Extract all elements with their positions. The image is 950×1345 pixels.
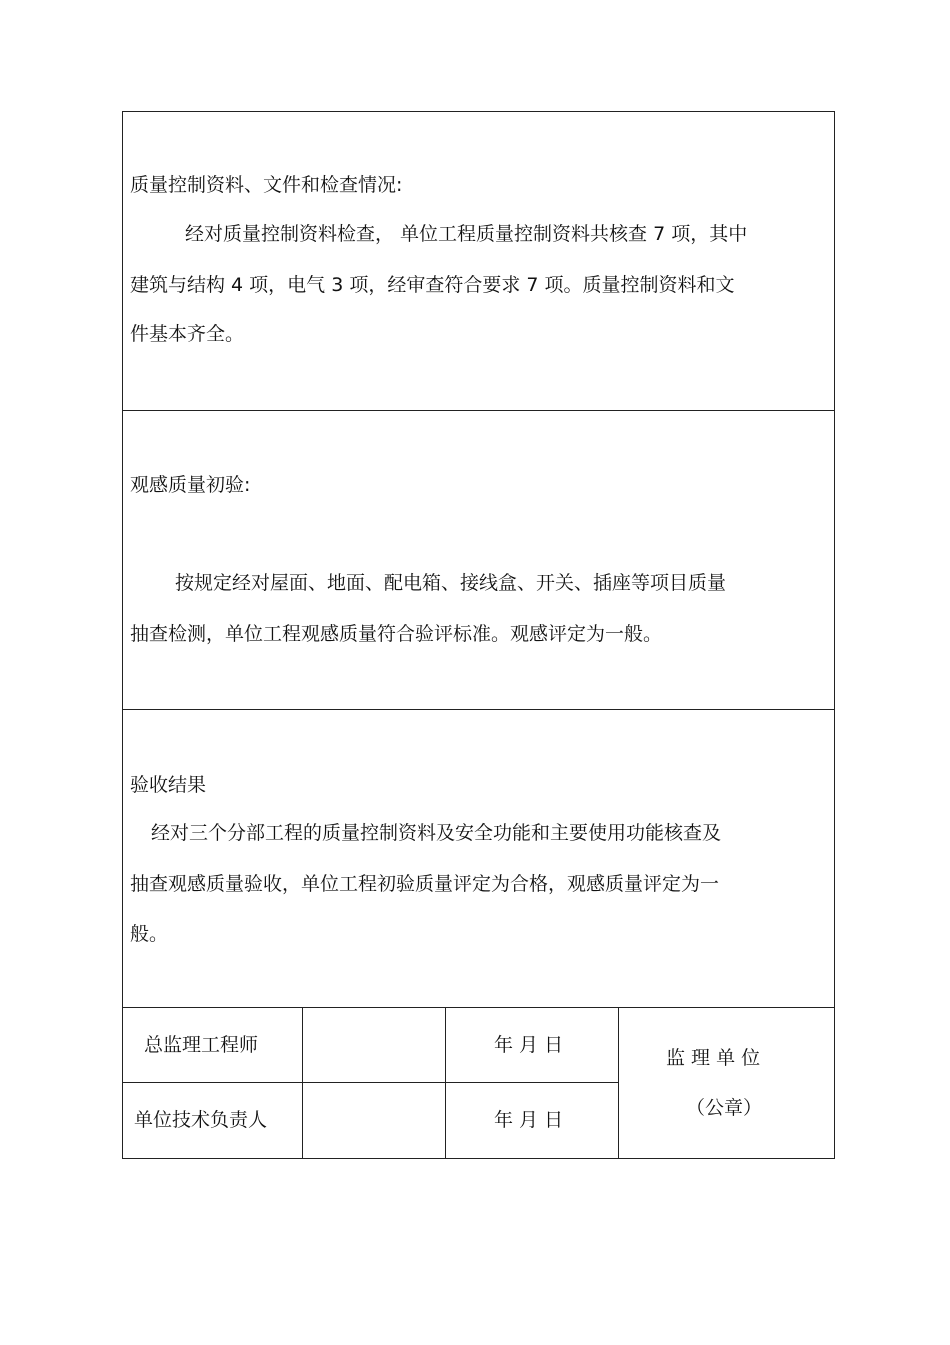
table-divider <box>302 1008 303 1158</box>
acceptance-result-heading: 验收结果 <box>130 774 207 796</box>
acceptance-form <box>122 111 835 1159</box>
quality-control-text-line-2: 建筑与结构 4 项，电气 3 项，经审查符合要求 7 项。质量控制资料和文 <box>130 274 735 296</box>
quality-control-section <box>123 112 834 411</box>
supervision-unit-label: 监 理 单 位 <box>666 1047 761 1069</box>
acceptance-result-section <box>123 710 834 1008</box>
appearance-quality-text-line-2: 抽查检测，单位工程观感质量符合验评标准。观感评定为一般。 <box>130 623 663 645</box>
acceptance-result-text-line-2: 抽查观感质量验收，单位工程初验质量评定为合格，观感质量评定为一 <box>130 873 720 895</box>
appearance-quality-text-line-1: 按规定经对屋面、地面、配电箱、接线盒、开关、插座等项目质量 <box>175 572 727 594</box>
acceptance-result-text-line-3: 般。 <box>130 923 169 945</box>
quality-control-text-line-1: 经对质量控制资料检查， 单位工程质量控制资料共核查 7 项，其中 <box>185 223 748 245</box>
table-divider <box>618 1008 619 1158</box>
technical-leader-label: 单位技术负责人 <box>134 1109 268 1131</box>
appearance-quality-section <box>123 411 834 710</box>
table-divider <box>445 1008 446 1158</box>
chief-supervisor-label: 总监理工程师 <box>144 1034 259 1056</box>
quality-control-heading: 质量控制资料、文件和检查情况: <box>130 174 403 196</box>
appearance-quality-heading: 观感质量初验: <box>130 474 251 496</box>
chief-supervisor-date: 年 月 日 <box>494 1034 564 1056</box>
official-seal-label: （公章） <box>686 1097 763 1119</box>
signature-table <box>123 1008 834 1158</box>
quality-control-text-line-3: 件基本齐全。 <box>130 323 245 345</box>
acceptance-result-text-line-1: 经对三个分部工程的质量控制资料及安全功能和主要使用功能核查及 <box>151 822 722 844</box>
technical-leader-date: 年 月 日 <box>494 1109 564 1131</box>
table-divider <box>123 1082 618 1083</box>
